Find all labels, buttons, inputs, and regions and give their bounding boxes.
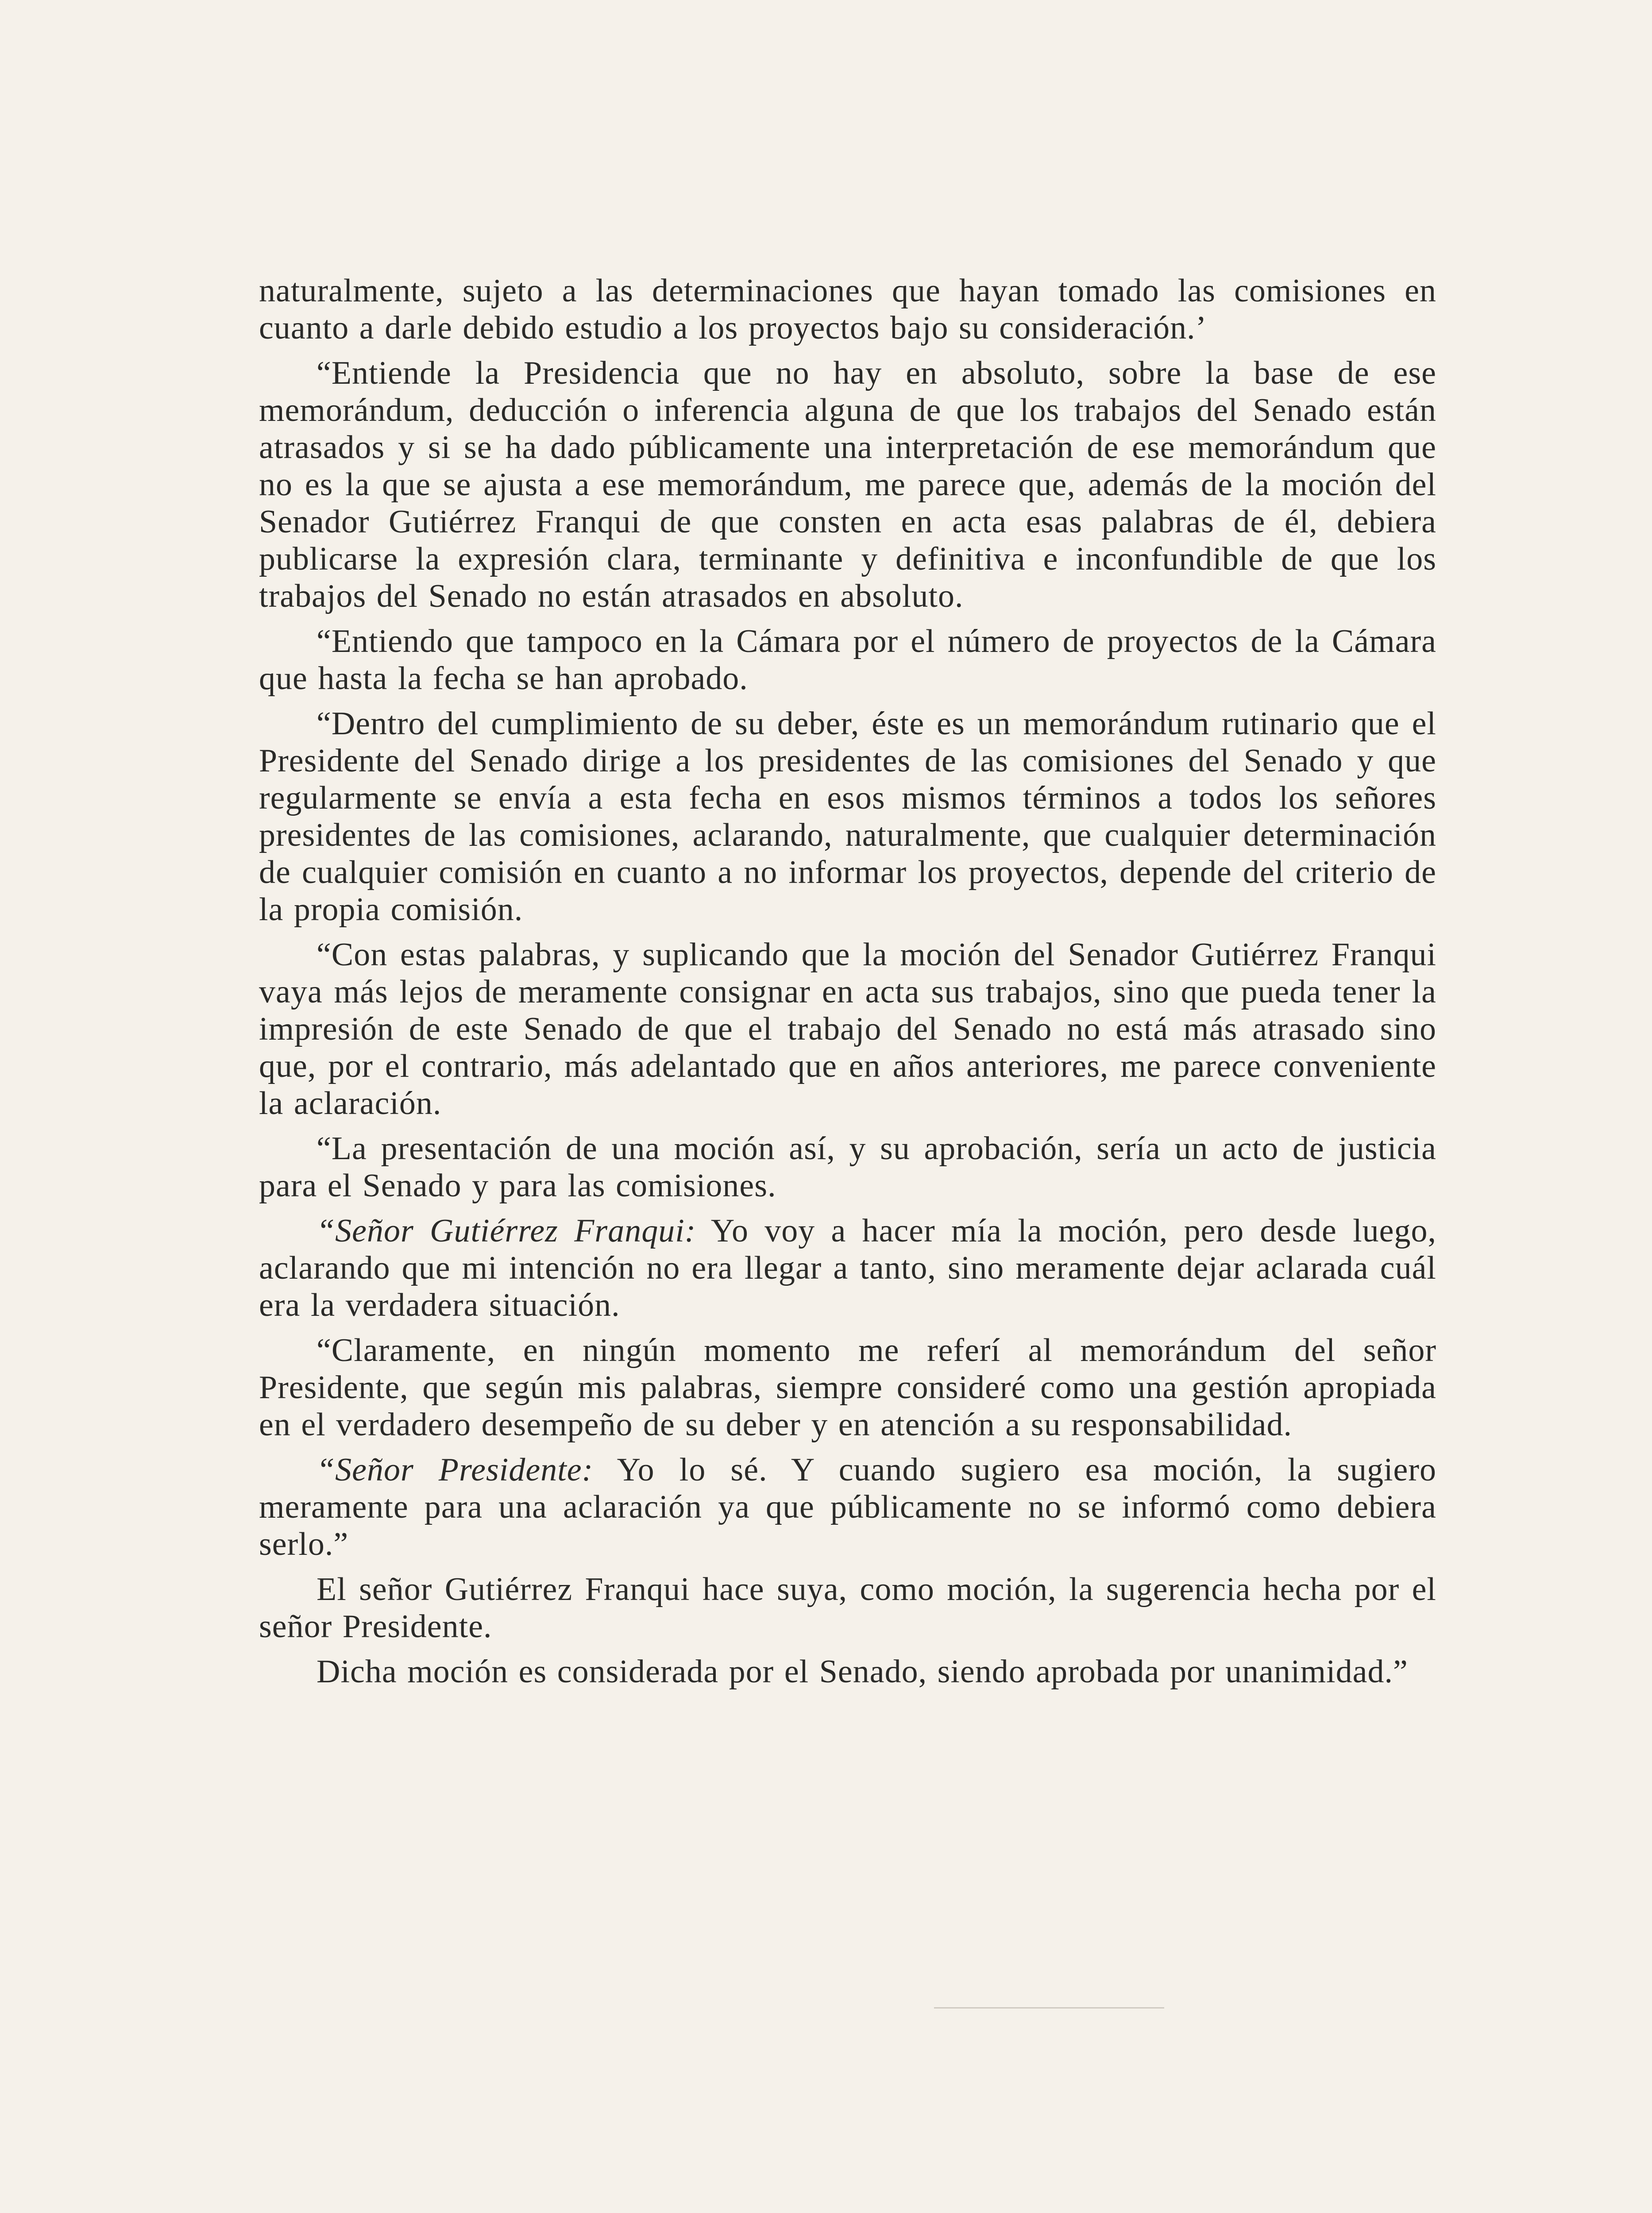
closing-rule [934, 2007, 1164, 2009]
paragraph-4: “Dentro del cumplimiento de su deber, éste es un memorándum rutinario que el Presidente del Senado dirige a los presidentes de las comisiones del Senado y que regularmente se envía a esta fecha en esos mismos términos a todos los señores presidentes de las comisiones, aclarando, naturalmente, que cualquier determinación de cualquier comisión en cuanto a no informar los proyectos, depende del criterio de la propia comisión. [259, 706, 1436, 928]
speaker-label: “Señor Gutiérrez Franqui: [317, 1213, 696, 1249]
paragraph-5: “Con estas palabras, y suplicando que la moción del Senador Gutiérrez Franqui vaya más lejos de meramente consignar en acta sus trabajos, sino que pueda tener la impresión de este Senado de que el trabajo del Senado no está más atrasado sino que, por el contrario, más adelantado que en años anteriores, me parece conveniente la aclaración. [259, 937, 1436, 1122]
paragraph-text: Yo lo sé. Y cuando sugiero esa moción, la sugiero meramente para una aclaración ya que públicamente no se informó como debiera serlo.” [259, 1452, 1437, 1562]
paragraph-text: Yo voy a hacer mía la moción, pero desde luego, aclarando que mi intención no era llegar a tanto, sino meramente dejar aclarada cuál era la verdadera situación. [259, 1213, 1436, 1323]
paragraph-9 [259, 1451, 1436, 1563]
paragraph-3: “Entiendo que tampoco en la Cámara por el número de proyectos de la Cámara que hasta la fecha se han aprobado. [259, 623, 1436, 697]
paragraph-2: “Entiende la Presidencia que no hay en absoluto, sobre la base de ese memorándum, deducción o inferencia alguna de que los trabajos del Senado están atrasados y si se ha dado públicamente una interpretación de ese memorándum que no es la que se ajusta a ese memorándum, me parece que, además de la moción del Senador Gutiérrez Franqui de que consten en acta esas palabras de él, debiera publicarse la expresión clara, terminante y definitiva e inconfundible de que los trabajos del Senado no están atrasados en absoluto. [259, 355, 1436, 614]
paragraph-8: “Claramente, en ningún momento me referí al memorándum del señor Presidente, que según mis palabras, siempre consideré como una gestión apropiada en el verdadero desempeño de su deber y en atención a su responsabilidad. [259, 1332, 1436, 1443]
paragraph-1: naturalmente, sujeto a las determinaciones que hayan tomado las comisiones en cuanto a darle debido estudio a los proyectos bajo su consideración.’ [259, 273, 1436, 346]
paragraph-7 [259, 1212, 1436, 1324]
speaker-label: “Señor Presidente: [317, 1452, 594, 1488]
body-text [259, 272, 1436, 1698]
paragraph-10: El señor Gutiérrez Franqui hace suya, como moción, la sugerencia hecha por el señor Presidente. [259, 1571, 1436, 1645]
paragraph-11: Dicha moción es considerada por el Senado, siendo aprobada por unanimidad.” [317, 1654, 1408, 1690]
paragraph-6: “La presentación de una moción así, y su aprobación, sería un acto de justicia para el Senado y para las comisiones. [259, 1130, 1436, 1204]
